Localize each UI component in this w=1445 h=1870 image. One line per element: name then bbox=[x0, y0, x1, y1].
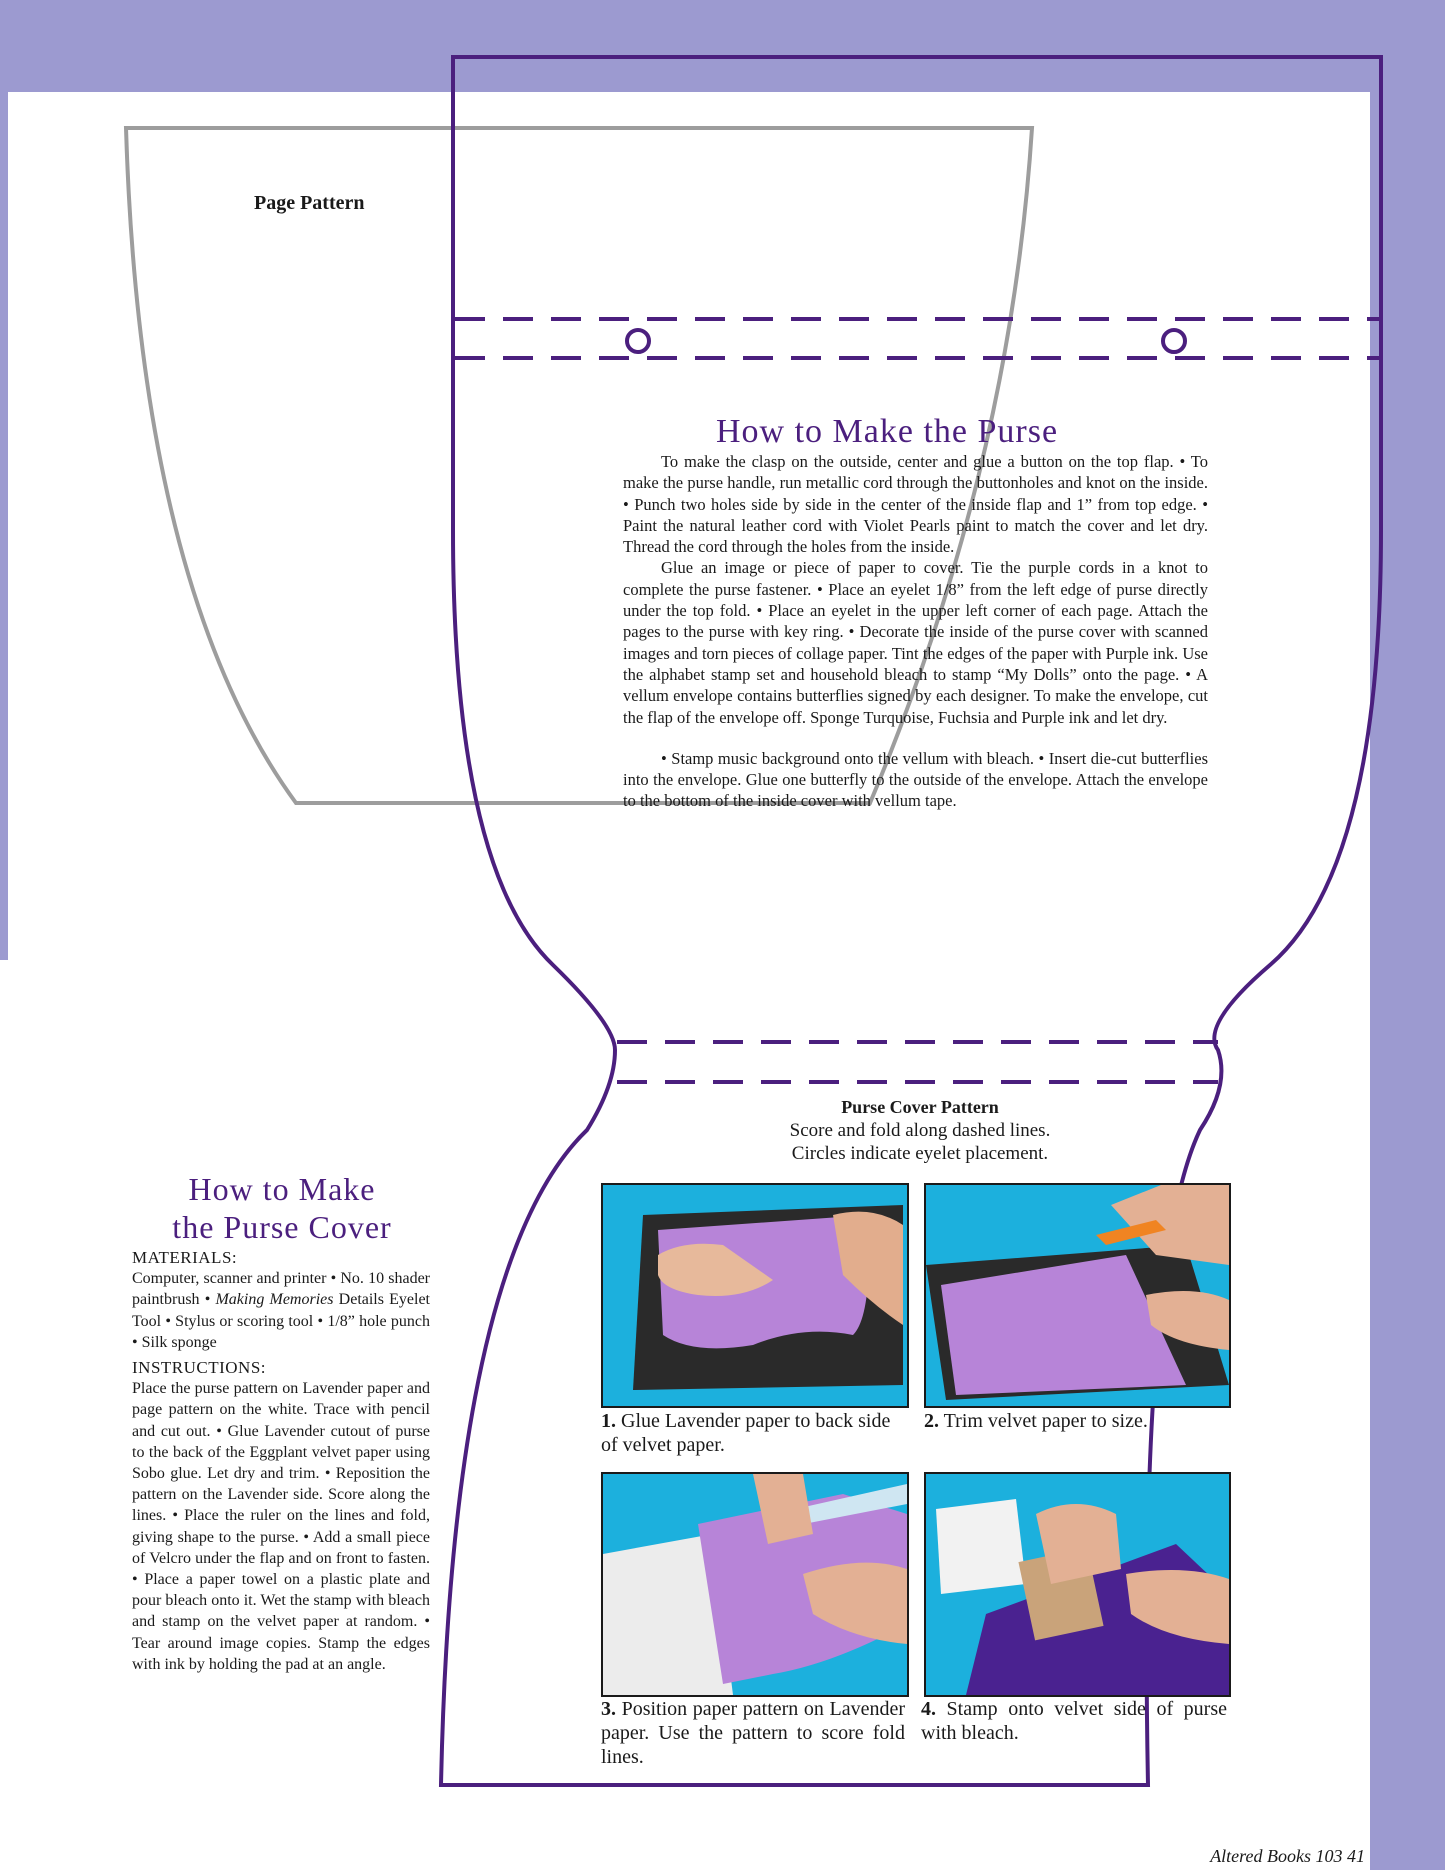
step-4-caption bbox=[921, 1697, 1227, 1745]
materials-text-2: Details Eyelet Tool • Stylus or scoring tool • 1/8” hole punch • Silk sponge bbox=[132, 1291, 431, 1351]
step-2-illustration bbox=[926, 1185, 1229, 1406]
step-3-photo bbox=[601, 1472, 909, 1697]
step-4-text: Stamp onto velvet side of purse with bleach. bbox=[921, 1698, 1228, 1744]
page-pattern-label: Page Pattern bbox=[254, 192, 365, 214]
step-1-photo bbox=[601, 1183, 909, 1408]
materials-text-1: Computer, scanner and printer • No. 10 shader paintbrush • bbox=[132, 1270, 430, 1309]
cover-pattern-title: Purse Cover Pattern bbox=[841, 1097, 999, 1117]
instructions-text: Place the purse pattern on Lavender paper and page pattern on the white. Trace with pencil and cut out. • Glue Lavender cutout of purse to the back of the Eggplant velvet paper using Sobo glue. Let dry and trim. • Reposition the pattern on the Lavender side. Score along the lines. • Place the ruler on the lines and fold, giving shape to the purse. • Add a small piece of Velcro under the flap and on front to fasten. • Place a paper towel on a plastic plate and pour bleach onto it. Wet the stamp with bleach and stamp on the velvet paper at random. • Tear around image copies. Stamp the edges with ink by holding the pad at an angle. bbox=[132, 1380, 430, 1673]
instructions-header: INSTRUCTIONS: bbox=[132, 1358, 267, 1378]
step-3-caption bbox=[601, 1697, 905, 1769]
step-1-number: 1. bbox=[601, 1410, 616, 1432]
cover-title-line2: the Purse Cover bbox=[172, 1209, 392, 1245]
purse-paragraph: Glue an image or piece of paper to cover. Tie the purple cords in a knot to complete the purse fastener. • Place an eyelet 1/8” from the left edge of purse directly under the top fold. • Place an eyelet in the upper left corner of each page. Attach the pages to the purse with key ring. • Decorate the inside of the purse cover with scanned images and torn pieces of collage paper. Tint the edges of the paper with Purple ink. Use the alphabet stamp set and household bleach to stamp “My Dolls” onto the page. • A vellum envelope contains butterflies signed by each designer. To make the envelope, cut the flap of the envelope off. Sponge Turquoise, Fuchsia and Purple ink and let dry. bbox=[623, 558, 1208, 727]
step-1-text: Glue Lavender paper to back side of velvet paper. bbox=[601, 1410, 891, 1456]
cover-pattern-line2: Circles indicate eyelet placement. bbox=[791, 1143, 1049, 1164]
step-2-text: Trim velvet paper to size. bbox=[943, 1410, 1148, 1432]
cover-title-line1: How to Make bbox=[188, 1171, 376, 1207]
purse-paragraph: To make the clasp on the outside, center and glue a button on the top flap. • To make the purse handle, run metallic cord through the buttonholes and knot on the inside. • Punch two holes side by side in the center of the inside flap and 1” from top edge. • Paint the natural leather cord with Violet Pearls paint to match the cover and let dry. Thread the cord through the holes from the inside. bbox=[623, 452, 1208, 557]
step-2-photo bbox=[924, 1183, 1231, 1408]
step-1-caption bbox=[601, 1409, 909, 1457]
cover-section-title bbox=[132, 1170, 432, 1246]
step-4-illustration bbox=[926, 1474, 1229, 1695]
page-footer: Altered Books 103 41 bbox=[1210, 1846, 1365, 1866]
eyelet-circle-left bbox=[627, 330, 649, 352]
purse-section-title: How to Make the Purse bbox=[716, 413, 1059, 450]
cover-materials-instructions bbox=[132, 1247, 430, 1675]
step-4-number: 4. bbox=[921, 1698, 936, 1720]
step-4-photo bbox=[924, 1472, 1231, 1697]
eyelet-circle-right bbox=[1163, 330, 1185, 352]
step-3-text: Position paper pattern on Lavender paper. Use the pattern to score fold lines. bbox=[601, 1698, 905, 1768]
step-3-illustration bbox=[603, 1474, 907, 1695]
materials-header: MATERIALS: bbox=[132, 1248, 238, 1267]
step-2-caption bbox=[924, 1409, 1227, 1433]
materials-brand: Making Memories bbox=[215, 1291, 334, 1309]
purse-paragraph: • Stamp music background onto the vellum with bleach. • Insert die-cut butterflies into the envelope. Glue one butterfly to the outside of the envelope. Attach the envelope to the bottom of the inside cover with vellum tape. bbox=[623, 748, 1208, 811]
step-3-number: 3. bbox=[601, 1698, 616, 1720]
step-2-number: 2. bbox=[924, 1410, 939, 1432]
cover-pattern-caption bbox=[600, 1096, 1240, 1165]
purse-instructions bbox=[623, 451, 1208, 812]
step-1-illustration bbox=[603, 1185, 907, 1406]
purse-cover-outline bbox=[441, 57, 1381, 1785]
cover-pattern-line1: Score and fold along dashed lines. bbox=[789, 1120, 1051, 1141]
